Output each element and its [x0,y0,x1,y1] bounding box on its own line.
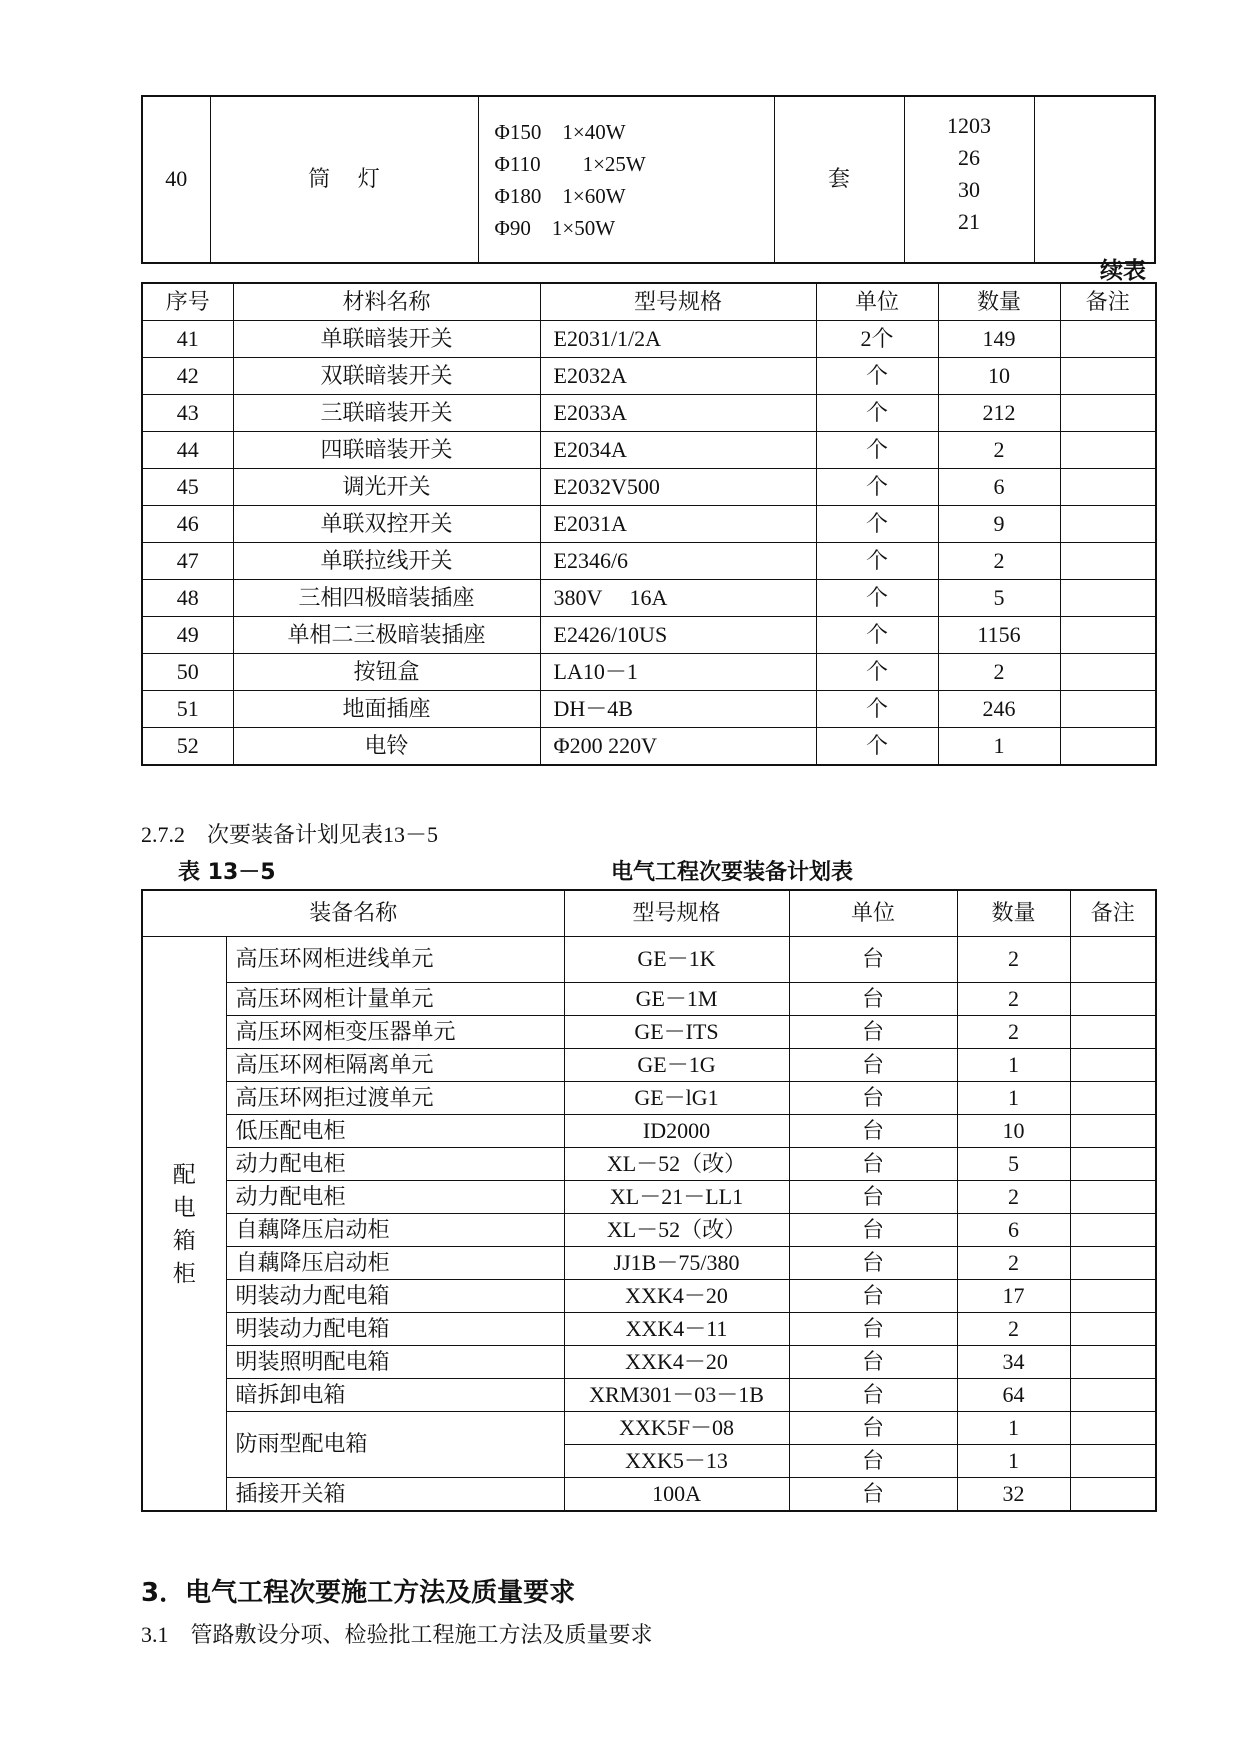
cell-no: 49 [142,617,233,654]
header-no: 序号 [142,283,233,321]
header-qty: 数量 [938,283,1060,321]
table-row [142,543,1156,580]
cell-qty: 1 [957,1082,1070,1115]
cell-spec: E2032A [540,358,816,395]
cell-name: 单联双控开关 [233,506,540,543]
cell-spec: 100A [564,1478,789,1512]
cell-name: 明装动力配电箱 [226,1313,564,1346]
cell-no: 52 [142,728,233,766]
cell-spec: GE－ITS [564,1016,789,1049]
cell-name: 单联拉线开关 [233,543,540,580]
cell-spec: Φ200 220V [540,728,816,766]
cell-remark [1070,937,1156,983]
cell-remark [1070,1082,1156,1115]
table-row [142,96,1155,263]
table-row [142,1082,1156,1115]
header-qty: 数量 [957,890,1070,937]
cell-unit: 台 [789,1280,957,1313]
table-row [142,691,1156,728]
cell-unit: 台 [789,1346,957,1379]
table-row [142,937,1156,983]
cell-remark [1060,728,1156,766]
table-caption-title: 电气工程次要装备计划表 [611,860,854,885]
table-row [142,506,1156,543]
cell-qty: 2 [957,983,1070,1016]
cell-name: 高压环网拒过渡单元 [226,1082,564,1115]
cell-name: 动力配电柜 [226,1181,564,1214]
qty-line: 26 [958,145,980,170]
cell-qty: 2 [957,1181,1070,1214]
cell-remark [1070,1280,1156,1313]
cell-name: 单相二三极暗装插座 [233,617,540,654]
table-row [142,1412,1156,1445]
spec-line: Φ110 1×25W [494,151,646,176]
item-specs [478,96,774,263]
continued-label: 续表 [1100,258,1146,284]
group-label [142,937,226,1512]
cell-unit: 台 [789,1412,957,1445]
item-name: 筒 灯 [210,96,478,263]
table-row [142,1049,1156,1082]
cell-spec: XXK4－20 [564,1280,789,1313]
cell-unit: 个 [816,469,938,506]
cell-remark [1070,1247,1156,1280]
cell-spec: GE－lG1 [564,1082,789,1115]
cell-qty: 2 [938,654,1060,691]
table-row [142,321,1156,358]
item-remark [1034,96,1155,263]
table-row [142,1379,1156,1412]
header-name: 材料名称 [233,283,540,321]
cell-qty: 6 [938,469,1060,506]
item-40-table [141,95,1156,264]
cell-remark [1070,1412,1156,1445]
cell-qty: 34 [957,1346,1070,1379]
cell-spec: E2031/1/2A [540,321,816,358]
header-spec: 型号规格 [564,890,789,937]
heading-3: 3．电气工程次要施工方法及质量要求 [141,1578,576,1608]
cell-spec: DH－4B [540,691,816,728]
table-row [142,1148,1156,1181]
cell-qty: 9 [938,506,1060,543]
table-row [142,1478,1156,1512]
cell-name: 明装照明配电箱 [226,1346,564,1379]
cell-spec: JJ1B－75/380 [564,1247,789,1280]
cell-spec: GE－1M [564,983,789,1016]
cell-remark [1070,1148,1156,1181]
cell-spec: E2031A [540,506,816,543]
cell-qty: 5 [957,1148,1070,1181]
cell-spec: ID2000 [564,1115,789,1148]
spec-line: Φ150 1×40W [494,119,626,144]
cell-qty: 1 [957,1412,1070,1445]
cell-name: 自藕降压启动柜 [226,1214,564,1247]
cell-qty: 1156 [938,617,1060,654]
cell-remark [1070,1181,1156,1214]
cell-no: 42 [142,358,233,395]
cell-remark [1070,1016,1156,1049]
cell-remark [1060,506,1156,543]
cell-name: 三相四极暗装插座 [233,580,540,617]
cell-name: 明装动力配电箱 [226,1280,564,1313]
header-unit: 单位 [789,890,957,937]
spec-line: Φ90 1×50W [494,215,616,240]
cell-spec: GE－1G [564,1049,789,1082]
cell-spec: XL－52（改） [564,1148,789,1181]
group-label-char: 柜 [172,1260,196,1286]
cell-name: 调光开关 [233,469,540,506]
table-row [142,983,1156,1016]
section-3-1: 3.1 管路敷设分项、检验批工程施工方法及质量要求 [141,1622,653,1647]
materials-table [141,282,1157,766]
cell-remark [1060,543,1156,580]
cell-remark [1070,1346,1156,1379]
qty-line: 30 [958,177,980,202]
qty-line: 21 [958,209,980,234]
table-row [142,1313,1156,1346]
table-row [142,1115,1156,1148]
cell-remark [1060,432,1156,469]
qty-line: 1203 [947,113,991,138]
cell-qty: 10 [957,1115,1070,1148]
cell-unit: 个 [816,358,938,395]
cell-spec: E2426/10US [540,617,816,654]
cell-spec: 380V 16A [540,580,816,617]
cell-unit: 台 [789,1247,957,1280]
cell-qty: 2 [957,1247,1070,1280]
cell-remark [1060,395,1156,432]
table-row [142,432,1156,469]
header-remark: 备注 [1060,283,1156,321]
table-row [142,1016,1156,1049]
table-header-row [142,283,1156,321]
section-2-7-2: 2.7.2 次要装备计划见表13－5 [141,822,439,847]
cell-remark [1060,358,1156,395]
cell-unit: 台 [789,1115,957,1148]
cell-name: 暗拆卸电箱 [226,1379,564,1412]
cell-name: 高压环网柜变压器单元 [226,1016,564,1049]
cell-remark [1060,617,1156,654]
cell-qty: 2 [957,1016,1070,1049]
cell-spec: XXK4－20 [564,1346,789,1379]
item-no: 40 [142,96,210,263]
cell-unit: 台 [789,1181,957,1214]
group-label-char: 箱 [172,1227,196,1253]
cell-name: 动力配电柜 [226,1148,564,1181]
header-unit: 单位 [816,283,938,321]
cell-remark [1070,1214,1156,1247]
cell-spec: LA10－1 [540,654,816,691]
cell-remark [1070,1049,1156,1082]
cell-name: 四联暗装开关 [233,432,540,469]
cell-unit: 个 [816,654,938,691]
table-caption-number: 表 13－5 [178,860,276,885]
table-row [142,728,1156,766]
cell-unit: 台 [789,1379,957,1412]
cell-unit: 个 [816,395,938,432]
cell-qty: 1 [957,1445,1070,1478]
table-row [142,469,1156,506]
cell-name: 双联暗装开关 [233,358,540,395]
cell-spec: XXK5－13 [564,1445,789,1478]
cell-no: 48 [142,580,233,617]
cell-unit: 台 [789,1313,957,1346]
spec-line: Φ180 1×60W [494,183,626,208]
cell-spec: XL－52（改） [564,1214,789,1247]
cell-remark [1060,580,1156,617]
cell-remark [1060,654,1156,691]
cell-spec: E2346/6 [540,543,816,580]
cell-no: 50 [142,654,233,691]
cell-qty: 2 [957,1313,1070,1346]
cell-name: 单联暗装开关 [233,321,540,358]
table-row [142,580,1156,617]
cell-unit: 台 [789,1016,957,1049]
cell-qty: 246 [938,691,1060,728]
table-row [142,1280,1156,1313]
table-row [142,1181,1156,1214]
table-row [142,1214,1156,1247]
cell-name: 低压配电柜 [226,1115,564,1148]
cell-name: 插接开关箱 [226,1478,564,1512]
cell-name: 高压环网柜计量单元 [226,983,564,1016]
equipment-plan-table [141,889,1157,1512]
cell-remark [1060,691,1156,728]
cell-unit: 个 [816,691,938,728]
cell-spec: E2033A [540,395,816,432]
cell-spec: E2032V500 [540,469,816,506]
table-header-row [142,890,1156,937]
cell-unit: 个 [816,543,938,580]
table-row [142,395,1156,432]
cell-qty: 17 [957,1280,1070,1313]
header-remark: 备注 [1070,890,1156,937]
table-row [142,654,1156,691]
cell-unit: 个 [816,506,938,543]
cell-remark [1060,469,1156,506]
cell-unit: 台 [789,937,957,983]
cell-name: 地面插座 [233,691,540,728]
cell-unit: 台 [789,1148,957,1181]
cell-qty: 64 [957,1379,1070,1412]
cell-qty: 6 [957,1214,1070,1247]
cell-unit: 台 [789,1478,957,1512]
cell-name: 高压环网柜进线单元 [226,937,564,983]
cell-unit: 个 [816,432,938,469]
cell-qty: 212 [938,395,1060,432]
cell-name: 高压环网柜隔离单元 [226,1049,564,1082]
cell-unit: 台 [789,1445,957,1478]
cell-remark [1060,321,1156,358]
cell-no: 44 [142,432,233,469]
cell-qty: 1 [957,1049,1070,1082]
group-label-char: 电 [172,1194,196,1220]
cell-spec: XXK4－11 [564,1313,789,1346]
cell-qty: 1 [938,728,1060,766]
table-row [142,617,1156,654]
cell-qty: 2 [957,937,1070,983]
item-quantities [904,96,1034,263]
cell-unit: 2个 [816,321,938,358]
cell-remark [1070,1313,1156,1346]
item-unit: 套 [774,96,904,263]
cell-unit: 台 [789,1082,957,1115]
table-row [142,1346,1156,1379]
cell-spec: GE－1K [564,937,789,983]
cell-unit: 个 [816,580,938,617]
cell-name: 电铃 [233,728,540,766]
group-label-char: 配 [172,1161,196,1187]
cell-qty: 149 [938,321,1060,358]
cell-spec: XXK5F－08 [564,1412,789,1445]
cell-remark [1070,983,1156,1016]
cell-name: 防雨型配电箱 [226,1412,564,1478]
cell-unit: 台 [789,983,957,1016]
cell-spec: XL－21－LL1 [564,1181,789,1214]
cell-no: 41 [142,321,233,358]
cell-spec: XRM301－03－1B [564,1379,789,1412]
cell-unit: 台 [789,1049,957,1082]
cell-remark [1070,1478,1156,1512]
cell-remark [1070,1379,1156,1412]
cell-name: 按钮盒 [233,654,540,691]
cell-no: 51 [142,691,233,728]
cell-unit: 台 [789,1214,957,1247]
cell-no: 43 [142,395,233,432]
cell-unit: 个 [816,728,938,766]
cell-qty: 5 [938,580,1060,617]
cell-qty: 2 [938,543,1060,580]
cell-remark [1070,1445,1156,1478]
header-spec: 型号规格 [540,283,816,321]
cell-no: 46 [142,506,233,543]
cell-name: 自藕降压启动柜 [226,1247,564,1280]
cell-qty: 32 [957,1478,1070,1512]
header-equipment-name: 装备名称 [142,890,564,937]
cell-name: 三联暗装开关 [233,395,540,432]
cell-remark [1070,1115,1156,1148]
cell-no: 47 [142,543,233,580]
cell-spec: E2034A [540,432,816,469]
table-row [142,358,1156,395]
cell-unit: 个 [816,617,938,654]
table-row [142,1247,1156,1280]
cell-no: 45 [142,469,233,506]
cell-qty: 2 [938,432,1060,469]
cell-qty: 10 [938,358,1060,395]
